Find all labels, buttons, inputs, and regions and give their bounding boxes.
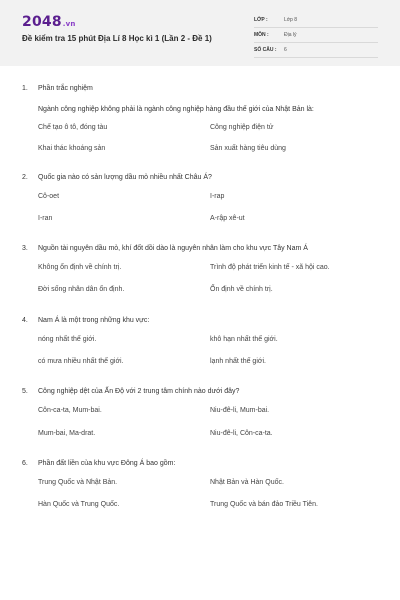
section-title-line xyxy=(22,82,382,94)
answer-option[interactable]: Ổn định về chính trị. xyxy=(210,286,273,293)
question-text-line xyxy=(22,314,382,326)
answer-option[interactable]: nóng nhất thế giới. xyxy=(38,336,97,343)
meta-subject-label: MÔN : xyxy=(254,32,269,38)
answer-option[interactable]: Mum-bai, Ma-drat. xyxy=(38,430,96,437)
answer-option[interactable]: Côn-ca-ta, Mum-bai. xyxy=(38,407,102,414)
answer-option[interactable]: Đời sống nhân dân ổn định. xyxy=(38,286,125,293)
document-meta xyxy=(254,13,378,58)
question-text-line xyxy=(22,103,382,115)
meta-class-row xyxy=(254,13,378,28)
question-text: Phần đất liền của khu vực Đông Á bao gồm: xyxy=(38,459,176,467)
logo-suffix: .vn xyxy=(62,20,76,28)
question-6 xyxy=(22,457,382,508)
answer-option[interactable]: A-rập xê-ut xyxy=(210,215,245,222)
answer-option[interactable]: Không ổn định về chính trị. xyxy=(38,264,122,271)
question-number: 5. xyxy=(22,387,28,395)
meta-subject-row xyxy=(254,28,378,43)
question-5 xyxy=(22,385,382,437)
answer-option[interactable]: khô hạn nhất thế giới. xyxy=(210,336,278,343)
question-number: 4. xyxy=(22,316,28,324)
question-text-line xyxy=(22,242,382,254)
question-text: Ngành công nghiệp không phải là ngành công nghiệp hàng đầu thế giới của Nhật Bản là: xyxy=(38,105,314,113)
question-number: 3. xyxy=(22,244,28,252)
meta-count-value: 6 xyxy=(284,47,287,53)
answer-option[interactable]: Sản xuất hàng tiêu dùng xyxy=(210,145,286,152)
document-title: Đề kiểm tra 15 phút Địa Lí 8 Học kì 1 (Lần 2 - Đề 1) xyxy=(22,34,212,43)
question-number: 6. xyxy=(22,459,28,467)
answer-option[interactable]: Trung Quốc và Nhật Bản. xyxy=(38,479,118,486)
answer-option[interactable]: có mưa nhiều nhất thế giới. xyxy=(38,358,124,365)
answer-option[interactable]: Công nghiệp điện tử xyxy=(210,124,274,131)
answer-option[interactable]: Trình độ phát triển kinh tế - xã hội cao. xyxy=(210,264,330,271)
question-text-line xyxy=(22,171,382,183)
answer-option[interactable]: I-ran xyxy=(38,215,53,222)
meta-class-label: LỚP : xyxy=(254,17,268,23)
answer-option[interactable]: Trung Quốc và bán đảo Triều Tiên. xyxy=(210,501,318,508)
meta-count-label: SỐ CÂU : xyxy=(254,47,277,53)
question-4 xyxy=(22,314,382,365)
answer-option[interactable]: I-rap xyxy=(210,193,225,200)
question-text: Quốc gia nào có sản lượng dầu mỏ nhiều nhất Châu Á? xyxy=(38,173,212,181)
answer-option[interactable]: Hàn Quốc và Trung Quốc. xyxy=(38,501,120,508)
question-text: Công nghiệp dệt của Ấn Độ với 2 trung tâm chính nào dưới đây? xyxy=(38,387,240,395)
answer-option[interactable]: Niu-đê-li, Mum-bai. xyxy=(210,407,270,414)
question-1 xyxy=(22,82,382,152)
question-2 xyxy=(22,171,382,222)
logo-text: 2048 xyxy=(22,14,62,30)
meta-class-value: Lớp 8 xyxy=(284,17,298,23)
question-number: 2. xyxy=(22,173,28,181)
answer-option[interactable]: Chế tạo ô tô, đóng tàu xyxy=(38,124,108,131)
meta-subject-value: Địa lý xyxy=(284,32,297,38)
answer-option[interactable]: Khai thác khoáng sản xyxy=(38,145,106,152)
section-title: Phần trắc nghiệm xyxy=(38,84,93,92)
question-text: Nguồn tài nguyên dầu mỏ, khí đốt dồi dào là nguyên nhân làm cho khu vực Tây Nam Á xyxy=(38,244,308,252)
answer-option[interactable]: Nhật Bản và Hàn Quốc. xyxy=(210,479,284,486)
page-header xyxy=(0,0,400,66)
answer-option[interactable]: lạnh nhất thế giới. xyxy=(210,358,266,365)
question-number: 1. xyxy=(22,84,28,92)
meta-count-row xyxy=(254,43,378,58)
question-text-line xyxy=(22,385,382,397)
answer-option[interactable]: Cô-oet xyxy=(38,193,60,200)
question-3 xyxy=(22,242,382,293)
answer-option[interactable]: Niu-đê-li, Côn-ca-ta. xyxy=(210,430,273,437)
question-text: Nam Á là một trong những khu vực: xyxy=(38,316,150,324)
question-text-line xyxy=(22,457,382,469)
site-logo[interactable] xyxy=(22,14,76,30)
